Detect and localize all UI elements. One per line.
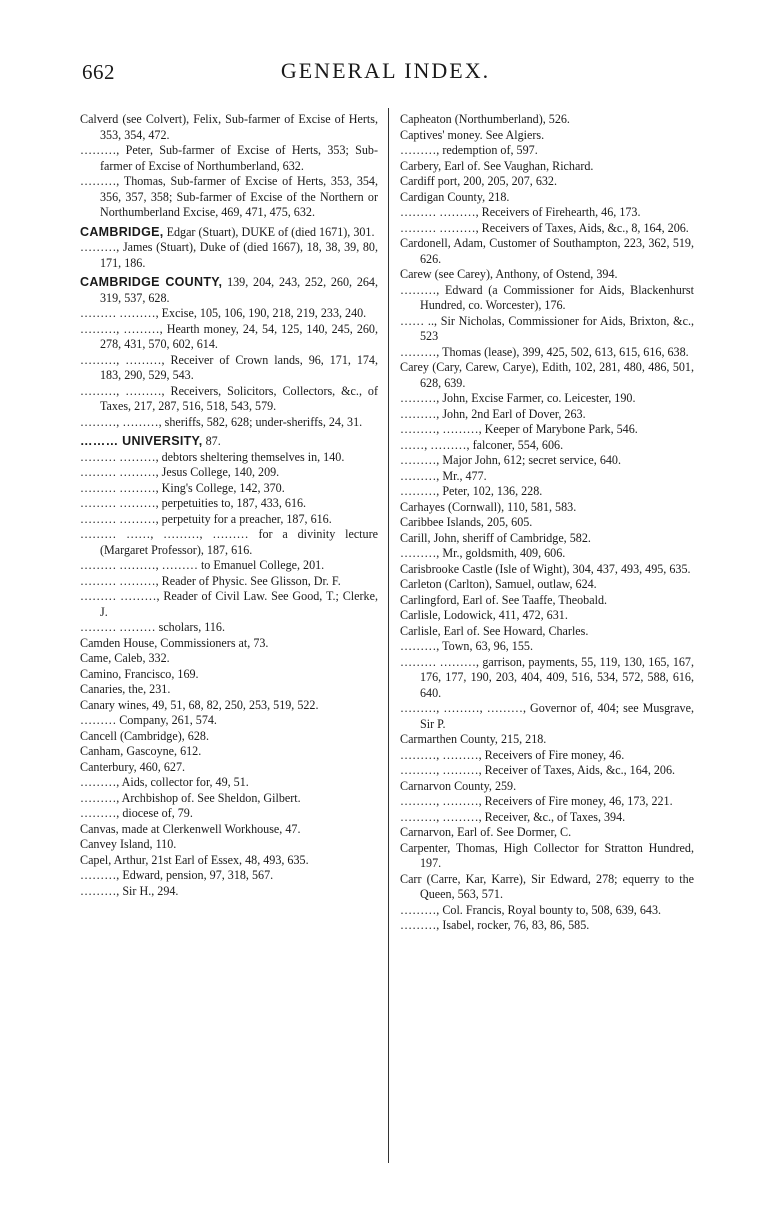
index-entry <box>400 112 694 128</box>
index-entry <box>400 748 694 764</box>
index-entry-text: Caribbee Islands, 205, 605. <box>400 515 533 529</box>
index-entry-text: ………, ………, sheriffs, 582, 628; under-sheriffs, 24, 31. <box>80 414 363 429</box>
index-entry-text: ………, John, Excise Farmer, co. Leicester, 190. <box>400 391 636 405</box>
index-entry-text: ………, Archbishop of. See Sheldon, Gilbert. <box>80 790 301 805</box>
index-entry-text: ………, diocese of, 79. <box>80 806 193 820</box>
index-entry-text: ………, ………, Receiver of Taxes, Aids, &c., 164, 206. <box>400 763 676 777</box>
index-entry-text: Carlisle, Earl of. See Howard, Charles. <box>400 623 589 638</box>
index-entry-text: ………, Sir H., 294. <box>80 883 179 898</box>
index-entry-text: ………, Edward, pension, 97, 318, 567. <box>80 868 274 882</box>
index-entry-text: ………, Isabel, rocker, 76, 83, 86, 585. <box>400 918 590 932</box>
index-entry <box>80 698 378 714</box>
index-entry-text: Canvas, made at Clerkenwell Workhouse, 47. <box>80 821 301 836</box>
index-entry <box>80 143 378 174</box>
index-entry <box>400 903 694 919</box>
right-index-column <box>400 112 694 934</box>
index-entry-text: ………, ………, ………, Governor of, 404; see Musgrave, Sir P. <box>400 701 694 731</box>
index-entry <box>400 608 694 624</box>
index-entry <box>80 512 378 528</box>
index-entry <box>400 562 694 578</box>
index-entry-text: ……… ………, Receivers of Taxes, Aids, &c., 8, 164, 206. <box>400 220 689 235</box>
index-entry <box>80 791 378 807</box>
index-entry-text: ……… ………, King's College, 142, 370. <box>80 480 285 495</box>
index-entry-text: ……… ………, Receivers of Firehearth, 46, 173. <box>400 205 641 219</box>
index-entry <box>400 500 694 516</box>
index-entry-text: Carill, John, sheriff of Cambridge, 582. <box>400 530 591 545</box>
index-entry-text: ……… ………, garrison, payments, 55, 119, 130, 165, 167, 176, 177, 190, 203, 404, 409, 516, 534, 572, 588, 616, 640. <box>400 654 694 700</box>
index-entry-text: ……… ………, perpetuities to, 187, 433, 616. <box>80 496 307 510</box>
index-entry-text: ………, ………, Receiver, &c., of Taxes, 394. <box>400 809 626 824</box>
index-entry-text: ……… ……… scholars, 116. <box>80 620 226 634</box>
index-entry <box>80 384 378 415</box>
index-entry <box>400 872 694 903</box>
index-entry <box>80 636 378 652</box>
index-entry <box>400 918 694 934</box>
index-entry <box>80 322 378 353</box>
index-entry-text: Cardigan County, 218. <box>400 189 510 204</box>
index-entry-text: ………, Town, 63, 96, 155. <box>400 639 533 653</box>
index-entry-text: ……… ………, ……… to Emanuel College, 201. <box>80 558 325 572</box>
index-entry-text: ……… ………, Reader of Civil Law. See Good, T.; Clerke, J. <box>80 589 378 619</box>
index-entry-text: Edgar (Stuart), DUKE of (died 1671), 301. <box>163 224 375 239</box>
index-entry <box>80 806 378 822</box>
index-entry-text: Carnarvon, Earl of. See Dormer, C. <box>400 825 572 839</box>
index-entry <box>400 639 694 655</box>
index-entry-text: ………, Peter, Sub-farmer of Excise of Herts, 353; Sub-farmer of Excise of Northumberland, 632. <box>80 143 378 173</box>
index-entry-text: Carlingford, Earl of. See Taaffe, Theobald. <box>400 592 608 607</box>
index-entry-text: ……… ………, Jesus College, 140, 209. <box>80 465 280 479</box>
index-entry <box>80 306 378 322</box>
index-entry <box>80 667 378 683</box>
index-entry-text: Canham, Gascoyne, 612. <box>80 744 202 758</box>
index-entry <box>400 469 694 485</box>
index-entry-text: Capel, Arthur, 21st Earl of Essex, 48, 493, 635. <box>80 852 309 867</box>
index-entry <box>400 732 694 748</box>
index-entry <box>400 779 694 795</box>
index-entry-text: ……… ……, ………, ……… for a divinity lecture (Margaret Professor), 187, 616. <box>80 527 378 557</box>
index-entry-text: Carbery, Earl of. See Vaughan, Richard. <box>400 158 594 173</box>
index-entry <box>80 275 378 306</box>
index-entry-text: …… .., Sir Nicholas, Commissioner for Aids, Brixton, &c., 523 <box>400 313 694 343</box>
index-entry <box>400 236 694 267</box>
index-entry <box>80 558 378 574</box>
index-entry <box>80 225 378 241</box>
index-entry-text: ………, Peter, 102, 136, 228. <box>400 484 543 498</box>
index-entry-text: Captives' money. See Algiers. <box>400 127 545 142</box>
index-entry-text: ………, Mr., goldsmith, 409, 606. <box>400 546 566 560</box>
index-entry <box>80 729 378 745</box>
index-entry <box>400 345 694 361</box>
index-entry-text: ………, Edward (a Commissioner for Aids, Blackenhurst Hundred, co. Worcester), 176. <box>400 282 694 312</box>
index-entry <box>400 267 694 283</box>
index-heading: CAMBRIDGE COUNTY, <box>80 275 223 289</box>
index-entry <box>400 143 694 159</box>
index-entry <box>80 868 378 884</box>
index-entry <box>400 221 694 237</box>
index-entry <box>400 159 694 175</box>
index-entry <box>400 701 694 732</box>
index-heading: ……… UNIVERSITY, <box>80 434 203 448</box>
index-entry <box>400 810 694 826</box>
index-entry <box>80 837 378 853</box>
index-entry-text: ………, Col. Francis, Royal bounty to, 508, 639, 643. <box>400 902 662 917</box>
index-entry <box>80 884 378 900</box>
index-entry-text: Calverd (see Colvert), Felix, Sub-farmer of Excise of Herts, 353, 354, 472. <box>80 112 378 142</box>
page-title: GENERAL INDEX. <box>280 58 491 83</box>
index-entry <box>400 593 694 609</box>
index-entry <box>400 531 694 547</box>
index-entry <box>80 434 378 450</box>
index-entry-text: ………, John, 2nd Earl of Dover, 263. <box>400 406 586 421</box>
index-entry <box>80 496 378 512</box>
index-entry-text: Carr (Carre, Kar, Karre), Sir Edward, 278; equerry to the Queen, 563, 571. <box>400 871 694 901</box>
index-entry <box>80 527 378 558</box>
index-entry <box>400 407 694 423</box>
index-entry-text: Came, Caleb, 332. <box>80 651 170 665</box>
index-entry <box>80 450 378 466</box>
index-entry-text: ……… ………, debtors sheltering themselves in, 140. <box>80 449 345 464</box>
index-entry-text: ………, ………, Receivers, Solicitors, Collectors, &c., of Taxes, 217, 287, 516, 518, 543, 579. <box>80 383 378 413</box>
index-heading: CAMBRIDGE, <box>80 224 164 239</box>
index-entry <box>400 484 694 500</box>
index-entry <box>400 360 694 391</box>
index-entry-text: ………, ………, Receivers of Fire money, 46, 173, 221. <box>400 794 673 808</box>
index-entry-text: 87. <box>202 434 221 448</box>
index-entry-text: Cardiff port, 200, 205, 207, 632. <box>400 174 557 188</box>
index-entry-text: Cardonell, Adam, Customer of Southampton, 223, 362, 519, 626. <box>400 236 694 266</box>
index-entry-text: Carlisle, Lodowick, 411, 472, 631. <box>400 608 568 622</box>
index-entry <box>400 763 694 779</box>
index-entry <box>400 453 694 469</box>
index-entry-text: ………, Thomas, Sub-farmer of Excise of Herts, 353, 354, 356, 357, 358; Sub-farmer of Excise of the Northern or Northumberland Excise, 469, 471, 475, 632. <box>80 174 378 219</box>
index-entry <box>400 577 694 593</box>
index-entry-text: Canary wines, 49, 51, 68, 82, 250, 253, 519, 522. <box>80 697 319 712</box>
index-entry <box>400 841 694 872</box>
index-entry-text: Camden House, Commissioners at, 73. <box>80 635 269 650</box>
index-entry <box>400 314 694 345</box>
index-entry-text: ………, James (Stuart), Duke of (died 1667), 18, 38, 39, 80, 171, 186. <box>80 240 378 270</box>
index-entry-text: ……, ………, falconer, 554, 606. <box>400 437 564 452</box>
index-entry <box>80 760 378 776</box>
index-entry <box>400 546 694 562</box>
index-entry-text: Camino, Francisco, 169. <box>80 666 199 681</box>
index-entry-text: Carisbrooke Castle (Isle of Wight), 304, 437, 493, 495, 635. <box>400 561 691 576</box>
index-entry <box>80 589 378 620</box>
index-entry <box>400 391 694 407</box>
page-number: 662 <box>82 60 115 84</box>
index-entry <box>400 205 694 221</box>
index-entry <box>80 240 378 271</box>
left-index-column <box>80 112 378 899</box>
index-entry-text: Carey (Cary, Carew, Carye), Edith, 102, 281, 480, 486, 501, 628, 639. <box>400 360 694 390</box>
index-entry <box>80 853 378 869</box>
index-entry-text: Capheaton (Northumberland), 526. <box>400 112 570 126</box>
index-entry-text: Carmarthen County, 215, 218. <box>400 732 547 746</box>
index-entry-text: ………, ………, Hearth money, 24, 54, 125, 140, 245, 260, 278, 431, 570, 602, 614. <box>80 321 378 351</box>
index-entry-text: Carpenter, Thomas, High Collector for Stratton Hundred, 197. <box>400 840 694 870</box>
index-entry-text: ………, Thomas (lease), 399, 425, 502, 613, 615, 616, 638. <box>400 344 689 359</box>
index-entry-text: ……… ………, perpetuity for a preacher, 187, 616. <box>80 511 332 526</box>
index-entry <box>80 112 378 143</box>
index-entry <box>80 744 378 760</box>
index-entry-text: Carnarvon County, 259. <box>400 778 517 793</box>
index-entry-text: Carhayes (Cornwall), 110, 581, 583. <box>400 499 577 514</box>
index-entry-text: Canvey Island, 110. <box>80 837 177 851</box>
index-entry-text: ………, ………, Keeper of Marybone Park, 546. <box>400 422 638 436</box>
column-divider <box>388 108 389 1163</box>
index-entry-text: Carleton (Carlton), Samuel, outlaw, 624. <box>400 577 597 591</box>
index-entry <box>400 655 694 702</box>
index-entry <box>80 822 378 838</box>
index-entry <box>80 415 378 431</box>
index-entry-text: ………, Mr., 477. <box>400 468 487 483</box>
index-entry-text: ………, Aids, collector for, 49, 51. <box>80 775 249 789</box>
index-entry-text: ………, Major John, 612; secret service, 640. <box>400 453 622 467</box>
index-entry <box>80 713 378 729</box>
index-entry <box>80 174 378 221</box>
index-entry <box>400 422 694 438</box>
index-entry <box>80 620 378 636</box>
page-header <box>0 58 771 88</box>
index-entry <box>400 190 694 206</box>
index-entry <box>400 825 694 841</box>
index-entry <box>400 283 694 314</box>
index-entry-text: Cancell (Cambridge), 628. <box>80 728 209 743</box>
index-entry <box>80 682 378 698</box>
index-entry <box>80 574 378 590</box>
index-entry <box>400 515 694 531</box>
index-entry <box>400 174 694 190</box>
index-entry <box>80 651 378 667</box>
index-entry <box>80 465 378 481</box>
index-entry <box>400 794 694 810</box>
index-entry <box>80 353 378 384</box>
index-entry <box>80 481 378 497</box>
index-entry-text: ……… Company, 261, 574. <box>80 713 217 727</box>
index-entry <box>400 624 694 640</box>
index-entry-text: ………, ………, Receivers of Fire money, 46. <box>400 747 625 762</box>
index-entry-text: ………, ………, Receiver of Crown lands, 96, 171, 174, 183, 290, 529, 543. <box>80 352 378 382</box>
index-entry-text: Carew (see Carey), Anthony, of Ostend, 394. <box>400 267 618 281</box>
index-entry-text: ……… ………, Excise, 105, 106, 190, 218, 219, 233, 240. <box>80 306 367 320</box>
index-entry-text: ………, redemption of, 597. <box>400 143 538 157</box>
index-entry <box>400 128 694 144</box>
index-entry <box>400 438 694 454</box>
index-entry-text: 139, 204, 243, 252, 260, 264, 319, 537, 628. <box>100 275 379 305</box>
index-entry-text: Canaries, the, 231. <box>80 682 171 696</box>
index-entry <box>80 775 378 791</box>
index-entry-text: ……… ………, Reader of Physic. See Glisson, Dr. F. <box>80 573 341 588</box>
index-entry-text: Canterbury, 460, 627. <box>80 759 186 774</box>
